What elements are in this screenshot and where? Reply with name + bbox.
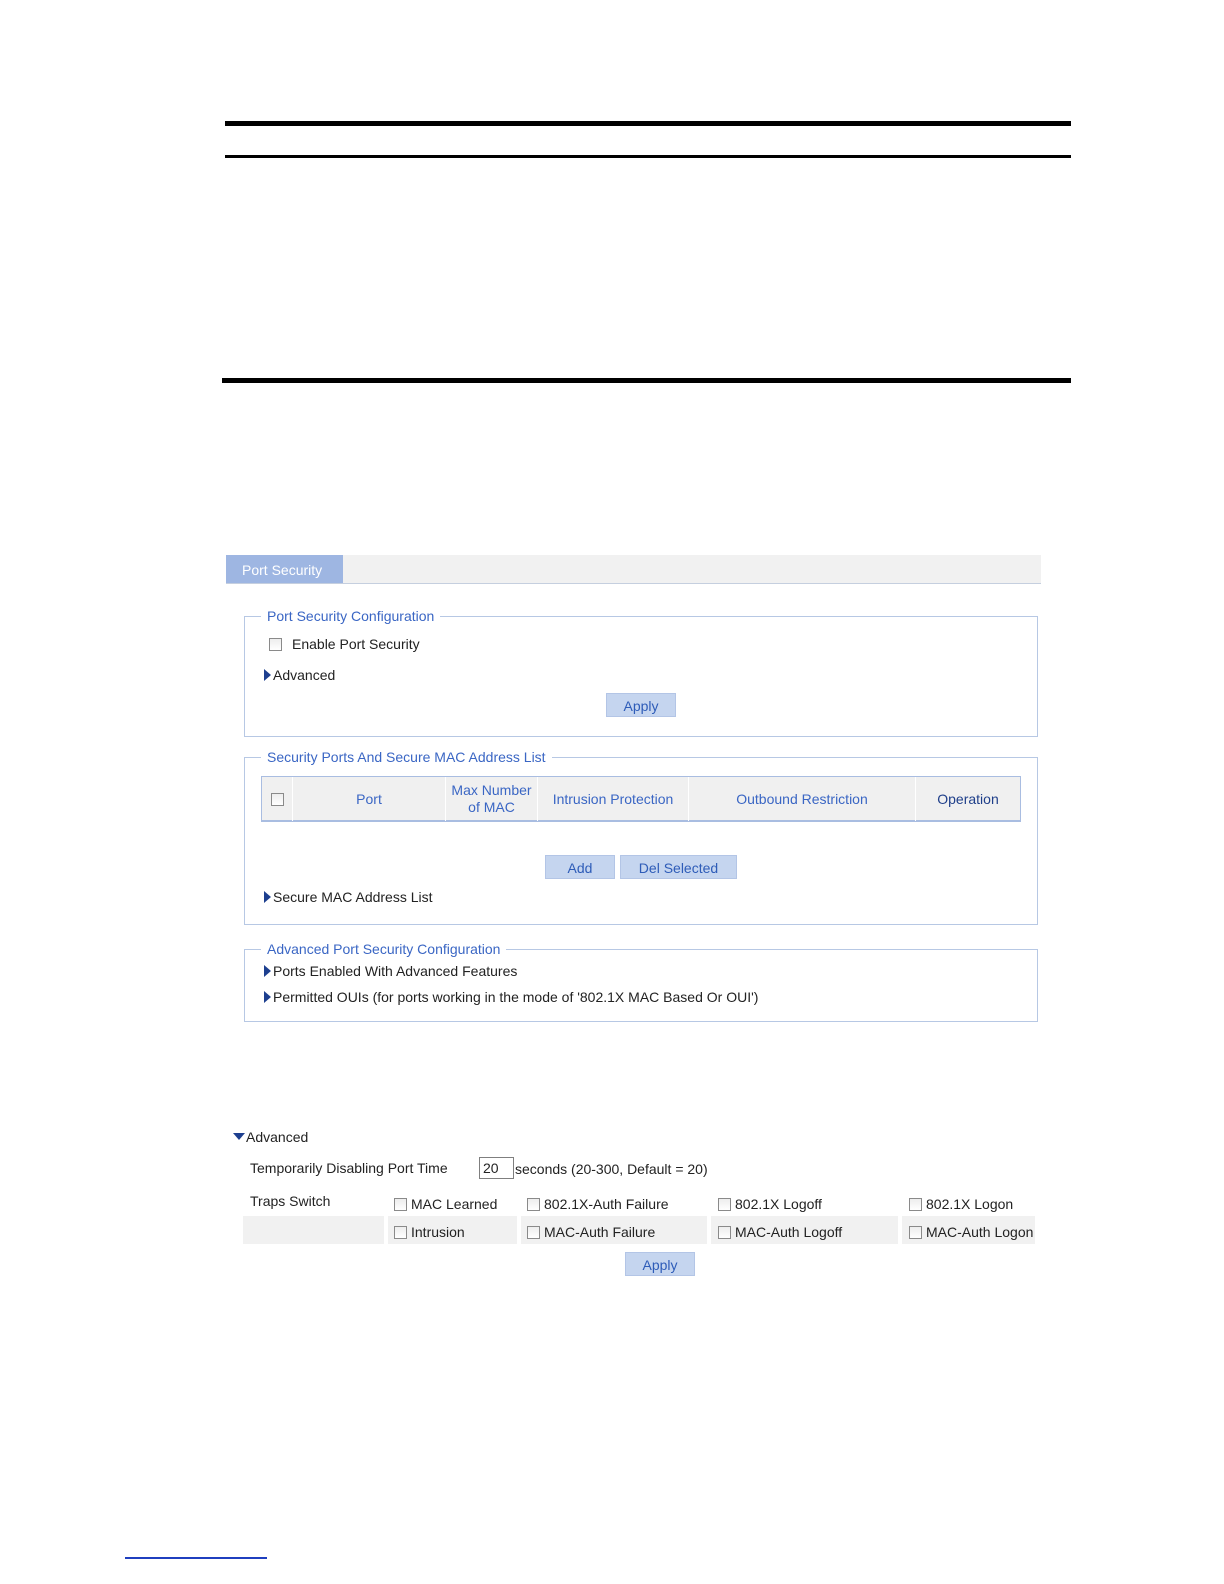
trap-checkbox[interactable] [718,1198,731,1211]
advanced-link-label: Advanced [273,667,336,683]
trap-label: MAC Learned [411,1196,498,1212]
advanced-section [233,1128,1043,1288]
trap-mac-auth-logon[interactable] [909,1223,1033,1241]
row-divider [384,1216,388,1244]
row-divider [898,1216,902,1244]
group-legend: Port Security Configuration [261,607,440,625]
advanced-apply-button[interactable]: Apply [625,1252,695,1276]
select-all-cell [262,777,293,821]
advanced-header: Advanced [246,1129,309,1145]
secure-mac-list-label: Secure MAC Address List [273,889,433,905]
expand-right-icon [264,965,271,977]
trap-8021x-logon[interactable] [909,1195,1013,1213]
port-security-configuration-group [244,608,1038,737]
apply-button[interactable]: Apply [606,693,676,717]
trap-checkbox[interactable] [909,1198,922,1211]
trap-label: MAC-Auth Failure [544,1224,656,1240]
trap-8021x-logoff[interactable] [718,1195,822,1213]
expand-right-icon [264,991,271,1003]
column-port[interactable]: Port [293,777,446,821]
trap-mac-auth-failure[interactable] [527,1223,655,1241]
trap-checkbox[interactable] [394,1198,407,1211]
add-button[interactable]: Add [545,855,615,879]
traps-switch-label: Traps Switch [250,1193,331,1209]
permitted-ouis-expander[interactable] [264,988,758,1006]
select-all-checkbox[interactable] [271,793,284,806]
security-ports-table-header [261,776,1021,822]
trap-checkbox[interactable] [394,1226,407,1239]
trap-checkbox[interactable] [527,1226,540,1239]
del-selected-button[interactable]: Del Selected [620,855,737,879]
trap-intrusion[interactable] [394,1223,465,1241]
table-top-rule [225,121,1071,126]
table-header-rule [225,155,1071,158]
group-legend: Advanced Port Security Configuration [261,940,506,958]
expand-right-icon [264,669,271,681]
trap-label: MAC-Auth Logoff [735,1224,843,1240]
trap-label: 802.1X Logoff [735,1196,822,1212]
trap-checkbox[interactable] [718,1226,731,1239]
tab-bar-fill [343,555,1041,583]
secure-mac-list-expander[interactable] [264,888,433,906]
permitted-ouis-label: Permitted OUIs (for ports working in the mode of '802.1X MAC Based Or OUI') [273,989,759,1005]
column-outbound-restriction[interactable]: Outbound Restriction [689,777,916,821]
footnote-separator [125,1557,267,1559]
column-intrusion-protection[interactable]: Intrusion Protection [538,777,689,821]
trap-checkbox[interactable] [909,1226,922,1239]
trap-label: 802.1X Logon [926,1196,1014,1212]
row-divider [707,1216,711,1244]
trap-mac-learned[interactable] [394,1195,497,1213]
table-bottom-rule [222,378,1071,383]
port-security-panel [226,555,1041,1005]
tab-port-security[interactable]: Port Security [226,555,343,583]
trap-8021x-auth-failure[interactable] [527,1195,669,1213]
column-operation: Operation [937,790,999,807]
advanced-port-security-group [244,941,1038,1022]
disable-time-hint: seconds (20-300, Default = 20) [515,1161,708,1177]
trap-checkbox[interactable] [527,1198,540,1211]
row-divider [517,1216,521,1244]
enable-port-security-label: Enable Port Security [292,636,420,652]
ports-enabled-label: Ports Enabled With Advanced Features [273,963,518,979]
trap-label: MAC-Auth Logon [926,1224,1034,1240]
expand-down-icon [233,1133,245,1140]
security-ports-list-group [244,749,1038,925]
disable-time-label: Temporarily Disabling Port Time [250,1160,448,1176]
ports-enabled-expander[interactable] [264,962,517,980]
column-max-number-of-mac[interactable]: Max Number of MAC [446,777,538,821]
trap-label: Intrusion [411,1224,465,1240]
expand-right-icon [264,891,271,903]
trap-label: 802.1X-Auth Failure [544,1196,669,1212]
advanced-expander[interactable] [264,666,335,684]
advanced-collapser[interactable] [233,1128,308,1146]
enable-port-security-checkbox[interactable] [269,638,282,651]
tab-bar [226,555,1041,584]
disable-time-input[interactable] [479,1157,514,1179]
group-legend: Security Ports And Secure MAC Address List [261,748,552,766]
trap-mac-auth-logoff[interactable] [718,1223,842,1241]
